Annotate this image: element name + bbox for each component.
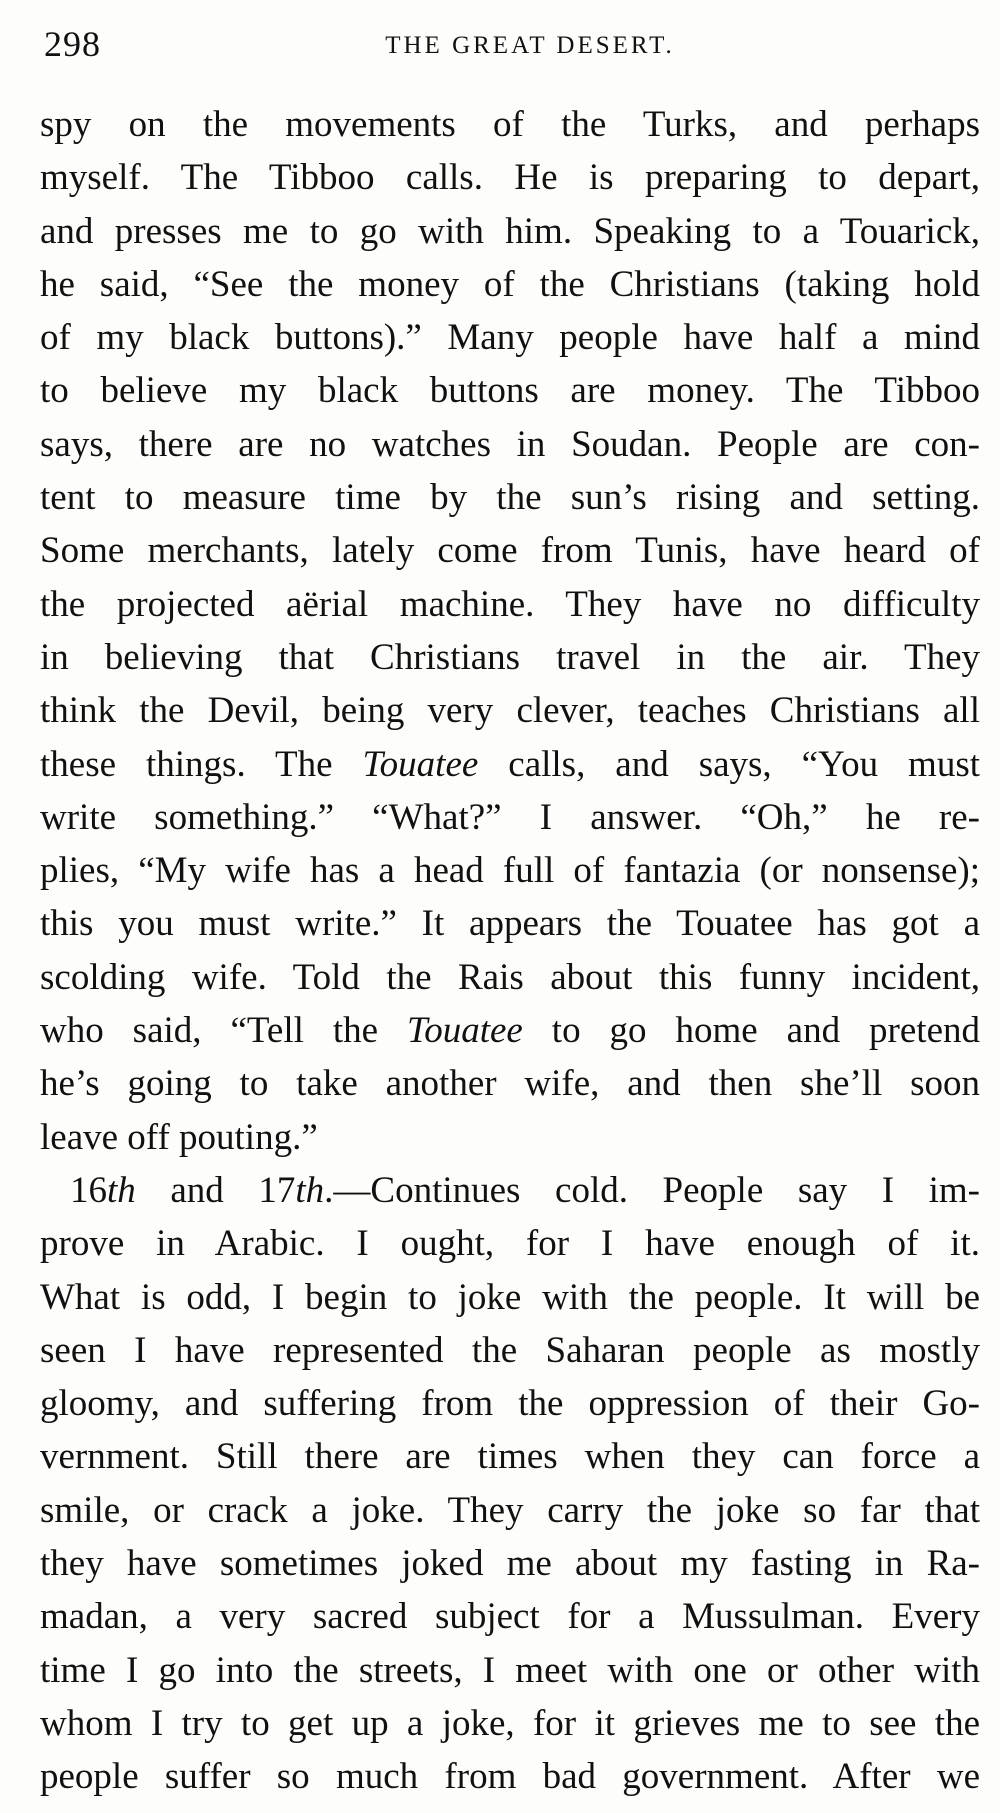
- text-line: whom I try to get up a joke, for it grieves me to see the: [40, 1702, 980, 1744]
- text-line: people suffer so much from bad government. After we: [40, 1756, 980, 1798]
- text-line: plies, “My wife has a head full of fantazia (or nonsense);: [40, 850, 980, 892]
- text-line: vernment. Still there are times when they can force a: [40, 1436, 980, 1478]
- text-line: time I go into the streets, I meet with one or other with: [40, 1649, 980, 1691]
- text-line: write something.” “What?” I answer. “Oh,” he re-: [40, 796, 980, 838]
- text-line: and presses me to go with him. Speaking to a Touarick,: [40, 210, 980, 252]
- text-line: Some merchants, lately come from Tunis, have heard of: [40, 530, 980, 572]
- running-title: THE GREAT DESERT.: [385, 32, 675, 59]
- text-line: the projected aërial machine. They have no difficulty: [40, 583, 980, 625]
- text-line: they have sometimes joked me about my fasting in Ra-: [40, 1543, 980, 1585]
- body-text: [40, 98, 980, 1804]
- text-line: What is odd, I begin to joke with the people. It will be: [40, 1276, 980, 1318]
- text-line: to believe my black buttons are money. The Tibboo: [40, 370, 980, 412]
- text-line: these things. The Touatee calls, and says, “You must: [40, 743, 980, 785]
- text-line: seen I have represented the Saharan people as mostly: [40, 1329, 980, 1371]
- text-line: scolding wife. Told the Rais about this funny incident,: [40, 956, 980, 998]
- text-line: this you must write.” It appears the Touatee has got a: [40, 903, 980, 945]
- page-number: 298: [44, 24, 101, 64]
- text-line: tent to measure time by the sun’s rising and setting.: [40, 477, 980, 519]
- text-line: prove in Arabic. I ought, for I have enough of it.: [40, 1223, 980, 1265]
- italic-word: th: [295, 1169, 325, 1211]
- text-line: says, there are no watches in Soudan. People are con-: [40, 423, 980, 465]
- text-line: leave off pouting.”: [40, 1116, 318, 1158]
- text-line: he’s going to take another wife, and then she’ll soon: [40, 1063, 980, 1105]
- text-line: spy on the movements of the Turks, and perhaps: [40, 104, 980, 145]
- text-line: who said, “Tell the Touatee to go home and pretend: [40, 1010, 980, 1052]
- text-line: 16th and 17th.—Continues cold. People say I im-: [70, 1169, 980, 1211]
- text-line: in believing that Christians travel in the air. They: [40, 636, 980, 678]
- text-line: of my black buttons).” Many people have half a mind: [40, 317, 980, 359]
- text-line: think the Devil, being very clever, teaches Christians all: [40, 690, 980, 732]
- text-line: gloomy, and suffering from the oppression of their Go-: [40, 1383, 980, 1425]
- italic-word: th: [107, 1169, 136, 1211]
- text-line: he said, “See the money of the Christians (taking hold: [40, 263, 980, 305]
- text-line: myself. The Tibboo calls. He is preparing to depart,: [40, 157, 980, 199]
- italic-word: Touatee: [407, 1010, 523, 1052]
- text-line: madan, a very sacred subject for a Mussulman. Every: [40, 1596, 980, 1638]
- text-line: smile, or crack a joke. They carry the joke so far that: [40, 1489, 980, 1531]
- running-head: [40, 22, 980, 66]
- italic-word: Touatee: [362, 743, 479, 785]
